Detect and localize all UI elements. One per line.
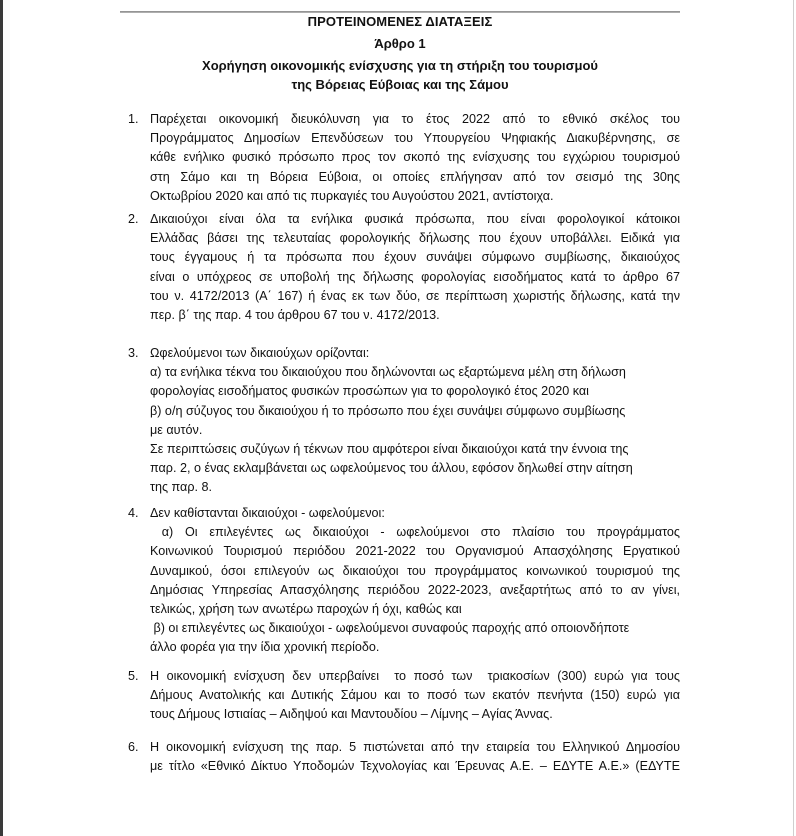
paragraph-number: 6. [128,740,139,754]
paragraph-line: παρ. 2, ο ένας εκλαμβάνεται ως ωφελούμενος του άλλου, εφόσον δηλωθεί στην αίτηση [150,461,633,476]
paragraph-line: α) Οι επιλεγέντες ως δικαιούχοι - ωφελούμενοι στο πλαίσιο του προγράμματος [150,525,680,540]
paragraph-line: Η οικονομική ενίσχυση δεν υπερβαίνει το ποσό των τριακοσίων (300) ευρώ για τους [150,669,680,683]
paragraph-line: στη Σάμο και τη Βόρεια Εύβοια, οι οποίες επλήγησαν από τον σεισμό της 30ης [150,169,680,184]
paragraph-number: 4. [128,506,139,520]
paragraph-line: Δήμους Ανατολικής και Δυτικής Σάμου και το ποσό των εκατόν πενήντα (150) ευρώ για [150,688,680,703]
paragraph-line: Δυναμικού, όσοι επιλεγούν ως δικαιούχοι του προγράμματος κοινωνικού τουρισμού της [150,563,680,578]
paragraph-line: Η οικονομική ενίσχυση της παρ. 5 πιστώνεται από την εταιρεία του Ελληνικού Δημοσίου [150,740,680,754]
paragraph-line: της παρ. 8. [150,480,213,495]
paragraph-line: Παρέχεται οικονομική διευκόλυνση για το έτος 2022 από το εθνικό σκέλος του [150,112,680,126]
paragraph-line: Σε περιπτώσεις συζύγων ή τέκνων που αμφότεροι είναι δικαιούχοι κατά την έννοια της [150,442,629,457]
paragraph-line: τελικώς, χρήση των ανωτέρω παροχών ή όχι, καθώς και [150,602,462,617]
paragraph-4 [128,504,680,658]
paragraph-line: είναι ο υπόχρεος σε υποβολή της δήλωσης φορολογίας εισοδήματος κατά το άρθρο 67 [150,269,680,284]
paragraph-line: Προγράμματος Δημοσίων Επενδύσεων του Υπουργείου Ψηφιακής Διακυβέρνησης, σε [150,131,680,146]
paragraph-line: τους Δήμους Ιστιαίας – Αιδηψού και Μαντουδίου – Λίμνης – Αγίας Άννας. [150,707,553,722]
paragraph-number: 2. [128,212,139,226]
paragraph-line: με αυτόν. [150,422,203,437]
page-right-edge [793,0,794,836]
paragraph-line: Δεν καθίστανται δικαιούχοι - ωφελούμενοι: [150,506,385,520]
paragraph-line: α) τα ενήλικα τέκνα του δικαιούχου που δηλώνονται ως εξαρτώμενα μέλη στη δήλωση [150,365,626,380]
paragraph-number: 3. [128,346,139,360]
paragraph-line: περ. β΄ της παρ. 4 του άρθρου 67 του ν. 4172/2013. [150,308,440,323]
paragraph-5 [128,667,680,725]
paragraph-number: 5. [128,669,139,683]
paragraph-line: τους έγγαμους ή τα πρόσωπα που έχουν συνάψει σύμφωνο συμβίωσης, δικαιούχος [150,250,680,265]
header-rule [120,11,680,13]
paragraph-line: κάθε ενήλικο φυσικό πρόσωπο προς τον σκοπό της ενίσχυσης του εγχώριου τουρισμού [150,150,680,165]
paragraph-line: β) ο/η σύζυγος του δικαιούχου ή το πρόσωπο που έχει συνάψει σύμφωνο συμβίωσης [150,403,626,418]
paragraph-line: με τίτλο «Εθνικό Δίκτυο Υποδομών Τεχνολογίας και Έρευνας Α.Ε. – ΕΔΥΤΕ Α.Ε.» (ΕΔΥΤΕ [150,759,680,774]
paragraph-line: Κοινωνικού Τουρισμού περιόδου 2021-2022 του Οργανισμού Απασχόλησης Εργατικού [150,544,680,559]
paragraph-6 [128,738,680,776]
paragraph-line: του ν. 4172/2013 (Α΄ 167) ή ένας εκ των δύο, σε περίπτωση χωριστής δήλωσης, κατά την [150,288,680,303]
paragraph-line: β) οι επιλεγέντες ως δικαιούχοι - ωφελούμενοι συναφούς παροχής από οποιονδήποτε [150,621,630,636]
paragraph-1 [128,110,680,206]
paragraph-line: φορολογίας εισοδήματος φυσικών προσώπων για το φορολογικό έτος 2020 και [150,384,589,399]
document-title: ΠΡΟΤΕΙΝΟΜΕΝΕΣ ΔΙΑΤΑΞΕΙΣ [307,14,493,29]
paragraph-line: Δημόσιας Υπηρεσίας Απασχόλησης περιόδου 2022-2023, ανεξαρτήτως από το αν γίνει, [150,582,680,597]
page-left-edge [0,0,3,836]
paragraph-line: Ωφελούμενοι των δικαιούχων ορίζονται: [150,346,370,360]
paragraph-line: Δικαιούχοι είναι όλα τα ενήλικα φυσικά πρόσωπα, που είναι φορολογικοί κάτοικοι [150,212,680,226]
article-subtitle-line-2: της Βόρειας Εύβοιας και της Σάμου [291,77,509,92]
paragraph-3 [128,344,680,498]
paragraph-line: Ελλάδας βάσει της τελευταίας φορολογικής δήλωσης που έχουν υποβάλλει. Ειδικά για [150,231,680,246]
paragraph-number: 1. [128,112,139,126]
article-heading: Άρθρο 1 [374,36,426,51]
paragraph-2 [128,210,680,325]
article-subtitle-line-1: Χορήγηση οικονομικής ενίσχυσης για τη στήριξη του τουρισμού [202,58,598,73]
paragraph-line: Οκτωβρίου 2020 και από τις πυρκαγιές του Αυγούστου 2021, αντίστοιχα. [150,188,554,203]
paragraph-line: άλλο φορέα για την ίδια χρονική περίοδο. [150,640,380,655]
